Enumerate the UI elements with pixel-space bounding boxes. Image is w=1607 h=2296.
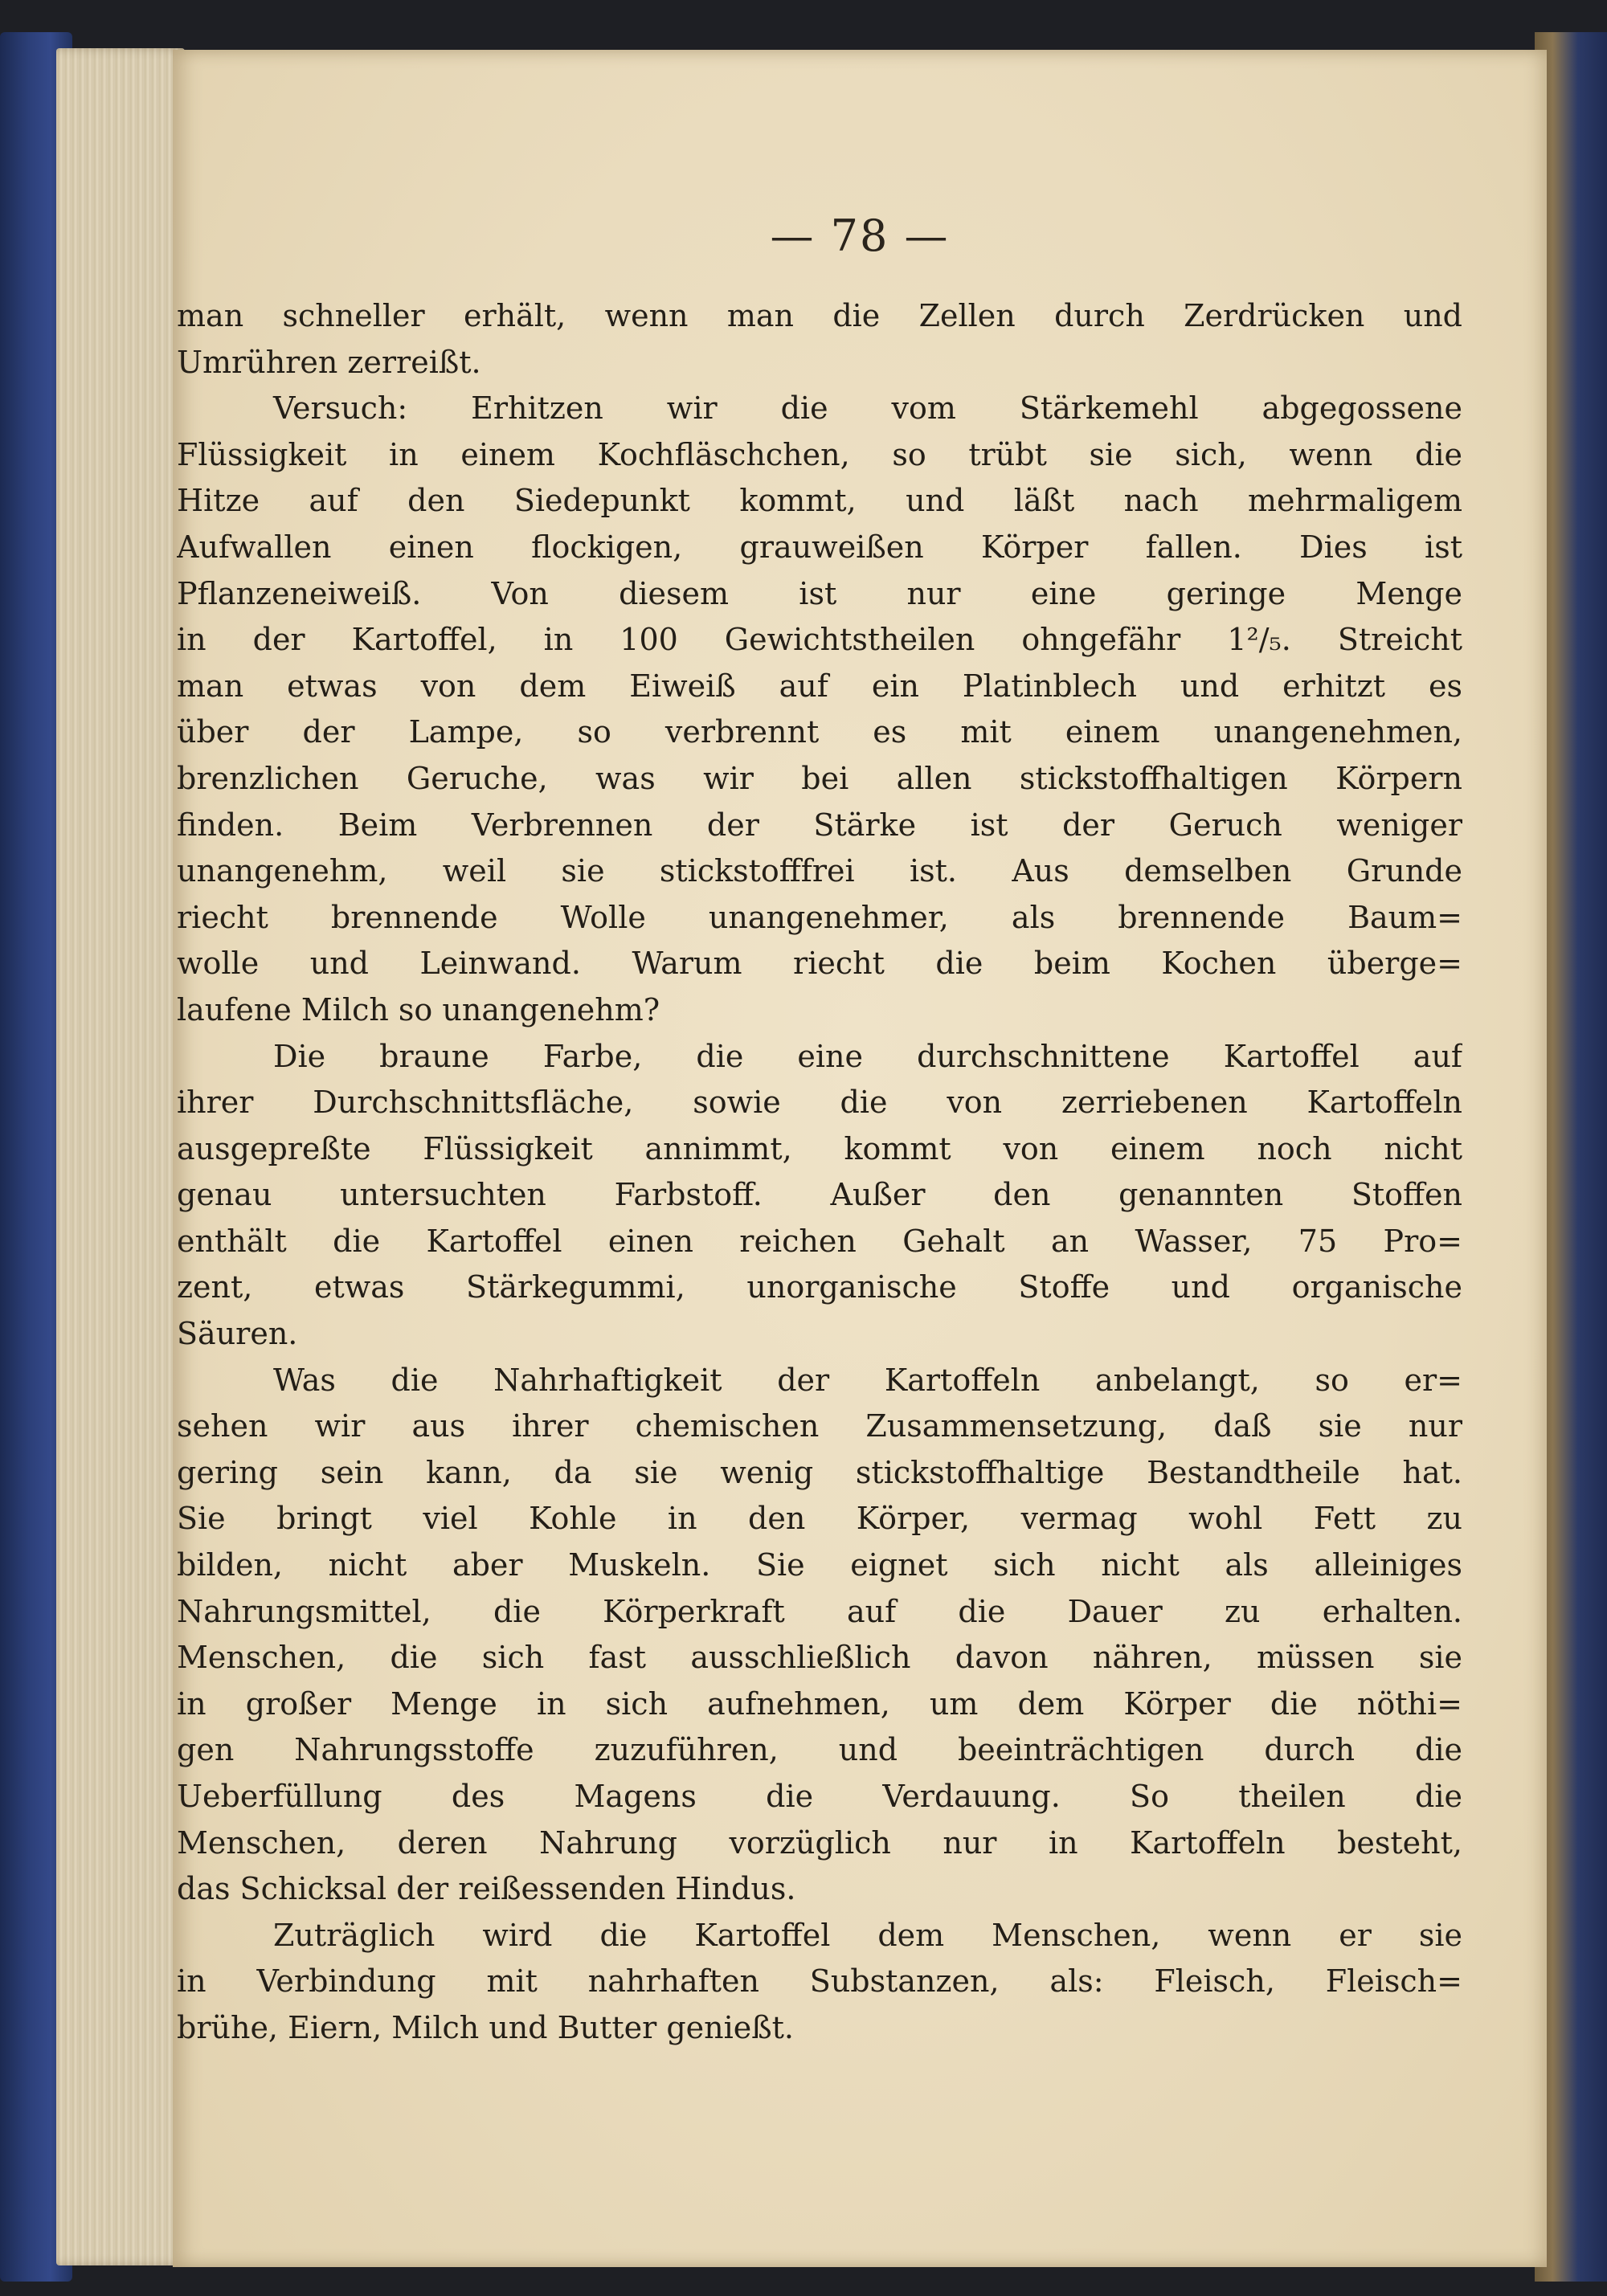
text-line: wolle und Leinwand. Warum riecht die beim Kochen überge= — [177, 946, 1462, 982]
text-line: enthält die Kartoffel einen reichen Gehalt an Wasser, 75 Pro= — [177, 1223, 1462, 1259]
text-line: Nahrungsmittel, die Körperkraft auf die Dauer zu erhalten. — [177, 1593, 1462, 1629]
text-line: man schneller erhält, wenn man die Zellen durch Zerdrücken und — [177, 298, 1462, 333]
text-line: unangenehm, weil sie stickstofffrei ist. Aus demselben Grunde — [177, 853, 1462, 889]
text-line: Versuch: Erhitzen wir die vom Stärkemehl abgegossene — [273, 390, 1462, 427]
page-edges — [56, 48, 185, 2265]
text-line: Zuträglich wird die Kartoffel dem Menschen, wenn er sie — [273, 1917, 1462, 1953]
text-line: in der Kartoffel, in 100 Gewichtstheilen ohngefähr 1²/₅. Streicht — [177, 622, 1462, 658]
text-line: über der Lampe, so verbrennt es mit einem unangenehmen, — [177, 714, 1462, 750]
text-line: Was die Nahrhaftigkeit der Kartoffeln anbelangt, so er= — [273, 1362, 1462, 1398]
text-line: Menschen, deren Nahrung vorzüglich nur in Kartoffeln besteht, — [177, 1824, 1462, 1861]
text-line: laufene Milch so unangenehm? — [177, 991, 660, 1027]
text-line: ihrer Durchschnittsfläche, sowie die von zerriebenen Kartoffeln — [177, 1085, 1462, 1121]
text-line: gen Nahrungsstoffe zuzuführen, und beeinträchtigen durch die — [177, 1732, 1462, 1768]
text-line: Aufwallen einen flockigen, grauweißen Körper fallen. Dies ist — [177, 529, 1462, 565]
text-line: Flüssigkeit in einem Kochfläschchen, so trübt sie sich, wenn die — [177, 436, 1462, 472]
text-line: gering sein kann, da sie wenig stickstoffhaltige Bestandtheile hat. — [177, 1454, 1462, 1490]
text-line: in großer Menge in sich aufnehmen, um dem Körper die nöthi= — [177, 1685, 1462, 1722]
text-line: Pflanzeneiweiß. Von diesem ist nur eine geringe Menge — [177, 575, 1462, 611]
text-line: brenzlichen Geruche, was wir bei allen stickstoffhaltigen Körpern — [177, 760, 1462, 796]
text-line: ausgepreßte Flüssigkeit annimmt, kommt von einem noch nicht — [177, 1130, 1462, 1166]
text-line: Sie bringt viel Kohle in den Körper, vermag wohl Fett zu — [177, 1501, 1462, 1537]
text-line: Menschen, die sich fast ausschließlich davon nähren, müssen sie — [177, 1640, 1462, 1676]
page-text — [177, 293, 1462, 2052]
text-line: sehen wir aus ihrer chemischen Zusammensetzung, daß sie nur — [177, 1408, 1462, 1444]
text-line: finden. Beim Verbrennen der Stärke ist der Geruch weniger — [177, 807, 1462, 843]
text-line: Säuren. — [177, 1316, 298, 1352]
text-line: genau untersuchten Farbstoff. Außer den genannten Stoffen — [177, 1177, 1462, 1213]
text-line: brühe, Eiern, Milch und Butter genießt. — [177, 2009, 794, 2045]
page-number: — 78 — — [770, 210, 950, 261]
text-line: Ueberfüllung des Magens die Verdauung. So theilen die — [177, 1779, 1462, 1814]
text-line: bilden, nicht aber Muskeln. Sie eignet sich nicht als alleiniges — [177, 1547, 1462, 1583]
text-line: Umrühren zerreißt. — [177, 344, 481, 380]
text-line: riecht brennende Wolle unangenehmer, als brennende Baum= — [177, 899, 1462, 935]
text-line: Die braune Farbe, die eine durchschnittene Kartoffel auf — [273, 1038, 1462, 1074]
text-line: man etwas von dem Eiweiß auf ein Platinblech und erhitzt es — [177, 668, 1462, 704]
text-line: Hitze auf den Siedepunkt kommt, und läßt nach mehrmaligem — [177, 483, 1462, 519]
text-line: zent, etwas Stärkegummi, unorganische Stoffe und organische — [177, 1269, 1462, 1305]
text-line: das Schicksal der reißessenden Hindus. — [177, 1871, 796, 1907]
text-line: in Verbindung mit nahrhaften Substanzen, als: Fleisch, Fleisch= — [177, 1963, 1462, 2000]
